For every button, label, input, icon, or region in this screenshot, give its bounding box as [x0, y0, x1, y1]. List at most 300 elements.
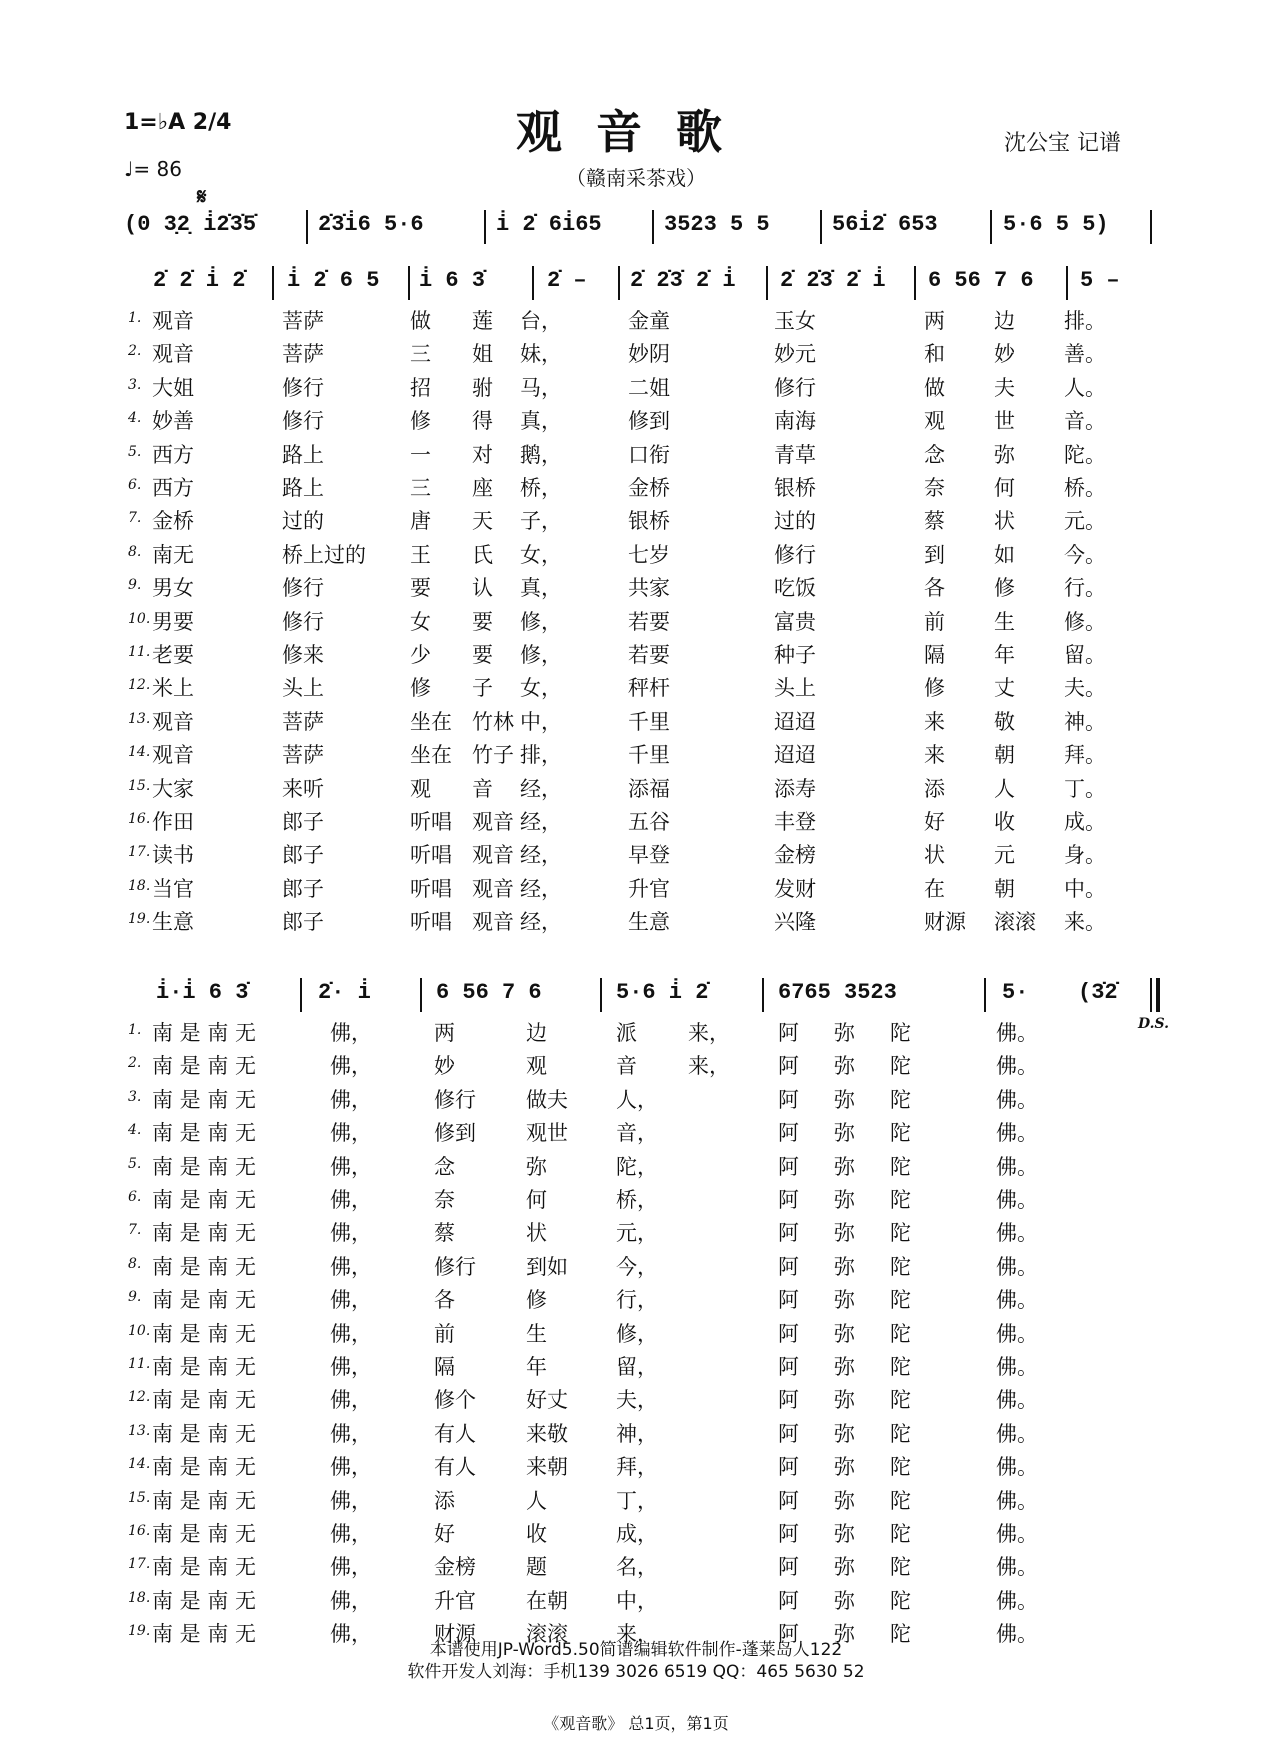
lyric-word: 南 是 南 无 [152, 1054, 257, 1079]
lyric-word: 佛。 [996, 1588, 1038, 1613]
lyric-word: 南 是 南 无 [152, 1355, 257, 1379]
lyric-word: 拜， [616, 1455, 658, 1480]
lyric-verse-row [0, 739, 1272, 772]
lyric-word: 阿 [778, 1555, 799, 1580]
lyric-word: 弥 [994, 442, 1015, 467]
lyric-verse-row [0, 706, 1272, 739]
barline [990, 210, 992, 244]
lyric-word: 题 [526, 1555, 547, 1580]
section2-measure: (3̇2̇ [1078, 980, 1118, 1005]
lyric-word: 成， [616, 1522, 658, 1546]
lyric-word: 佛， [330, 1555, 372, 1580]
section1-measure: 2̇ 2̇ i̇ 2̇ [153, 268, 246, 293]
barline [306, 210, 308, 244]
lyric-verse-row [0, 1284, 1272, 1317]
lyric-word: 在朝 [526, 1588, 568, 1613]
lyric-word: 佛， [330, 1288, 372, 1313]
lyric-word: 过的 [774, 509, 816, 534]
verse-number: 19. [128, 911, 151, 928]
lyric-word: 迢迢 [774, 709, 816, 734]
lyric-word: 财源 [434, 1622, 476, 1647]
lyric-word: 当官 [152, 876, 194, 901]
verse-number: 17. [128, 844, 151, 861]
lyric-word: 阿 [778, 1488, 799, 1513]
lyric-verse-row [0, 1217, 1272, 1250]
lyric-word: 派 [616, 1021, 637, 1045]
lyric-word: 听唱 [410, 910, 452, 935]
lyric-word: 妙 [434, 1054, 455, 1079]
lyric-word: 善。 [1064, 342, 1106, 367]
lyric-word: 弥 [834, 1622, 855, 1647]
lyric-word: 弥 [834, 1221, 855, 1246]
lyric-word: 经， [520, 910, 562, 935]
lyric-word: 年 [994, 643, 1015, 667]
lyric-word: 千里 [628, 743, 670, 768]
intro-measure: 2̇3̇i̇6 5·6 [318, 212, 424, 237]
lyric-word: 佛。 [996, 1288, 1038, 1313]
lyric-word: 修。 [1064, 609, 1106, 634]
barline [1150, 978, 1152, 1012]
lyric-verse-row [0, 1151, 1272, 1184]
lyric-word: 听唱 [410, 876, 452, 901]
lyric-word: 女， [520, 676, 562, 701]
lyric-word: 秤杆 [628, 676, 670, 701]
lyric-word: 佛， [330, 1321, 372, 1346]
verse-number: 18. [128, 1589, 151, 1606]
lyric-word: 经， [520, 876, 562, 901]
verse-number: 6. [128, 477, 142, 493]
lyric-verse-row [0, 338, 1272, 371]
lyric-word: 世 [994, 409, 1015, 434]
lyric-verse-row [0, 1017, 1272, 1050]
lyric-word: 要 [472, 609, 493, 634]
lyric-word: 坐在 [410, 743, 452, 768]
lyric-word: 弥 [834, 1455, 855, 1480]
barline [600, 978, 602, 1012]
lyric-word: 弥 [834, 1087, 855, 1112]
lyric-word: 朝 [994, 743, 1015, 768]
lyric-word: 弥 [834, 1321, 855, 1346]
section1-measure: 2̇ 2̇3̇ 2̇ i̇ [630, 268, 736, 293]
lyric-word: 南 是 南 无 [152, 1021, 257, 1045]
lyric-word: 修， [520, 643, 562, 667]
page-indicator: 《观音歌》 总1页，第1页 [543, 1714, 729, 1733]
lyric-word: 生 [994, 609, 1015, 634]
lyric-word: 佛。 [996, 1021, 1038, 1045]
lyric-word: 弥 [834, 1355, 855, 1379]
lyric-word: 阿 [778, 1388, 799, 1413]
lyric-word: 陀 [890, 1221, 911, 1246]
lyric-word: 年 [526, 1355, 547, 1379]
lyric-word: 收 [526, 1522, 547, 1546]
lyric-word: 观 [924, 409, 945, 434]
verse-number: 4. [128, 1122, 142, 1139]
lyric-word: 南 是 南 无 [152, 1254, 257, 1279]
lyric-word: 千里 [628, 709, 670, 734]
lyric-word: 弥 [834, 1154, 855, 1179]
lyric-word: 元 [994, 843, 1015, 868]
lyric-word: 丁， [616, 1488, 658, 1513]
lyric-word: 修， [616, 1321, 658, 1346]
lyric-word: 菩萨 [282, 309, 324, 333]
lyric-verse-row [0, 372, 1272, 405]
lyric-word: 阿 [778, 1588, 799, 1613]
lyric-word: 好 [924, 810, 945, 834]
lyric-word: 陀 [890, 1321, 911, 1346]
lyric-word: 蔡 [924, 509, 945, 534]
lyric-word: 竹子 [472, 743, 514, 768]
lyric-word: 作田 [152, 810, 194, 834]
lyric-word: 陀 [890, 1388, 911, 1413]
lyric-word: 老要 [152, 643, 194, 667]
lyric-word: 两 [434, 1021, 455, 1045]
lyric-word: 收 [994, 810, 1015, 834]
lyric-word: 修 [924, 676, 945, 701]
lyric-word: 拜。 [1064, 743, 1106, 768]
lyric-word: 头上 [282, 676, 324, 701]
lyric-word: 敬 [994, 709, 1015, 734]
lyric-word: 三 [410, 342, 431, 367]
lyric-word: 妙善 [152, 409, 194, 434]
lyric-word: 阿 [778, 1254, 799, 1279]
lyric-word: 认 [472, 576, 493, 601]
lyric-word: 做 [924, 375, 945, 400]
verse-number: 15. [128, 1489, 151, 1506]
lyric-word: 修 [994, 576, 1015, 601]
lyric-word: 弥 [834, 1388, 855, 1413]
lyric-word: 金童 [628, 309, 670, 333]
lyric-verse-row [0, 1451, 1272, 1484]
lyric-word: 修来 [282, 643, 324, 667]
lyric-word: 桥上过的 [282, 542, 366, 567]
lyric-word: 阿 [778, 1355, 799, 1379]
lyric-word: 金桥 [628, 476, 670, 500]
lyric-word: 修个 [434, 1388, 476, 1413]
lyric-word: 丰登 [774, 810, 816, 834]
lyric-word: 南 是 南 无 [152, 1455, 257, 1480]
lyric-verse-row [0, 1518, 1272, 1551]
verse-number: 1. [128, 1022, 142, 1038]
key-signature: 1=♭A 2/4 [124, 110, 232, 135]
section2-measure: i̇·i̇ 6 3̇ [156, 980, 249, 1005]
verse-number: 12. [128, 1389, 151, 1406]
lyric-word: 音。 [1064, 409, 1106, 434]
lyric-word: 南 是 南 无 [152, 1221, 257, 1246]
lyric-word: 元， [616, 1221, 658, 1246]
lyric-word: 台， [520, 309, 562, 333]
lyric-word: 唐 [410, 509, 431, 534]
lyric-word: 观音 [472, 810, 514, 834]
lyric-word: 金榜 [774, 843, 816, 868]
lyric-word: 修 [410, 409, 431, 434]
lyric-word: 前 [434, 1321, 455, 1346]
lyric-word: 佛， [330, 1622, 372, 1647]
lyric-verse-row [0, 639, 1272, 672]
lyric-verse-row [0, 606, 1272, 639]
lyric-word: 元。 [1064, 509, 1106, 534]
lyric-word: 留， [616, 1355, 658, 1379]
segno-sign: 𝄋 [197, 186, 207, 211]
lyric-verse-row [0, 1251, 1272, 1284]
section2-measure: 5·6 i̇ 2̇ [616, 980, 709, 1005]
barline [984, 978, 986, 1012]
lyric-word: 修行 [282, 409, 324, 434]
lyric-word: 边 [994, 309, 1015, 333]
lyric-word: 佛。 [996, 1054, 1038, 1079]
barline [762, 978, 764, 1012]
software-credit: 本谱使用JP-Word5.50简谱编辑软件制作-蓬莱岛人122 [429, 1640, 843, 1660]
lyric-word: 佛。 [996, 1622, 1038, 1647]
lyric-word: 佛， [330, 1054, 372, 1079]
lyric-word: 氏 [472, 542, 493, 567]
developer-contact: 软件开发人刘海：手机139 3026 6519 QQ：465 5630 52 [407, 1662, 865, 1682]
lyric-word: 金榜 [434, 1555, 476, 1580]
lyric-word: 阿 [778, 1321, 799, 1346]
lyric-word: 人 [994, 776, 1015, 801]
lyric-word: 陀， [616, 1154, 658, 1179]
barline [820, 210, 822, 244]
lyric-word: 状 [526, 1221, 547, 1246]
lyric-word: 佛。 [996, 1555, 1038, 1580]
verse-number: 8. [128, 543, 142, 560]
lyric-verse-row [0, 1184, 1272, 1217]
verse-number: 13. [128, 1422, 151, 1439]
lyric-word: 男女 [152, 576, 194, 601]
lyric-verse-row [0, 1351, 1272, 1384]
section1-measure: i̇ 2̇ 6 5 [287, 268, 380, 293]
lyric-word: 桥。 [1064, 476, 1106, 500]
verse-number: 16. [128, 1523, 151, 1539]
lyric-word: 排。 [1064, 309, 1106, 333]
lyric-word: 佛。 [996, 1087, 1038, 1112]
lyric-word: 要 [410, 576, 431, 601]
lyric-word: 滚滚 [526, 1622, 568, 1647]
lyric-verse-row [0, 839, 1272, 872]
section1-measure: 6 56 7 6 [928, 268, 1034, 293]
lyric-word: 在 [924, 876, 945, 901]
lyric-verse-row [0, 873, 1272, 906]
lyric-verse-row [0, 1585, 1272, 1618]
lyric-word: 身。 [1064, 843, 1106, 868]
lyric-word: 菩萨 [282, 342, 324, 367]
lyric-word: 蔡 [434, 1221, 455, 1246]
lyric-word: 少 [410, 643, 431, 667]
verse-number: 17. [128, 1556, 151, 1573]
lyric-word: 佛， [330, 1121, 372, 1146]
lyric-word: 经， [520, 776, 562, 801]
barline [408, 266, 410, 300]
lyric-word: 音 [616, 1054, 637, 1079]
barline [618, 266, 620, 300]
lyric-word: 阿 [778, 1421, 799, 1446]
verse-number: 7. [128, 1222, 142, 1239]
lyric-word: 南 是 南 无 [152, 1288, 257, 1313]
lyric-word: 何 [994, 476, 1015, 500]
lyric-word: 弥 [834, 1054, 855, 1079]
barline [652, 210, 654, 244]
verse-number: 19. [128, 1623, 151, 1640]
lyric-word: 来 [924, 709, 945, 734]
lyric-word: 今， [616, 1254, 658, 1279]
lyric-word: 佛。 [996, 1154, 1038, 1179]
lyric-word: 修 [526, 1288, 547, 1313]
lyric-word: 佛， [330, 1188, 372, 1212]
lyric-word: 阿 [778, 1188, 799, 1212]
lyric-word: 阿 [778, 1522, 799, 1546]
barline [484, 210, 486, 244]
lyric-word: 佛。 [996, 1421, 1038, 1446]
lyric-word: 财源 [924, 910, 966, 935]
lyric-verse-row [0, 672, 1272, 705]
lyric-word: 南 是 南 无 [152, 1321, 257, 1346]
lyric-word: 莲 [472, 309, 493, 333]
lyric-word: 南 是 南 无 [152, 1087, 257, 1112]
lyric-word: 修行 [282, 375, 324, 400]
lyric-word: 佛， [330, 1522, 372, 1546]
final-barline [1156, 978, 1160, 1012]
lyric-word: 夫。 [1064, 676, 1106, 701]
lyric-word: 竹林 [472, 709, 514, 734]
lyric-word: 弥 [834, 1588, 855, 1613]
lyric-word: 过的 [282, 509, 324, 534]
lyric-word: 经， [520, 810, 562, 834]
lyric-word: 留。 [1064, 643, 1106, 667]
lyric-word: 陀 [890, 1555, 911, 1580]
lyric-verse-row [0, 1485, 1272, 1518]
lyric-word: 观音 [472, 910, 514, 935]
lyric-word: 路上 [282, 442, 324, 467]
lyric-word: 女 [410, 609, 431, 634]
verse-number: 1. [128, 310, 142, 326]
lyric-word: 子， [520, 509, 562, 534]
lyric-word: 行， [616, 1288, 658, 1313]
lyric-word: 南 是 南 无 [152, 1622, 257, 1647]
lyric-word: 南 是 南 无 [152, 1421, 257, 1446]
lyric-word: 何 [526, 1188, 547, 1212]
lyric-word: 朝 [994, 876, 1015, 901]
lyric-word: 修行 [774, 542, 816, 567]
lyric-word: 状 [994, 509, 1015, 534]
lyric-word: 夫 [994, 375, 1015, 400]
song-title: 观音歌 [516, 105, 756, 159]
lyric-word: 头上 [774, 676, 816, 701]
verse-number: 2. [128, 1055, 142, 1072]
lyric-word: 南海 [774, 409, 816, 434]
intro-measure: (0 3̣2̣ i̇2̇3̇5̇ [124, 212, 257, 237]
lyric-word: 南 是 南 无 [152, 1522, 257, 1546]
verse-number: 15. [128, 777, 151, 794]
lyric-word: 富贵 [774, 609, 816, 634]
lyric-word: 郎子 [282, 876, 324, 901]
lyric-word: 中， [616, 1588, 658, 1613]
lyric-word: 佛。 [996, 1455, 1038, 1480]
lyric-verse-row [0, 1117, 1272, 1150]
lyric-word: 添 [434, 1488, 455, 1513]
lyric-word: 若要 [628, 643, 670, 667]
lyric-word: 人 [526, 1488, 547, 1513]
lyric-word: 中， [520, 709, 562, 734]
lyric-word: 有人 [434, 1455, 476, 1480]
lyric-word: 五谷 [628, 810, 670, 834]
lyric-word: 各 [434, 1288, 455, 1313]
barline [1066, 266, 1068, 300]
lyric-word: 若要 [628, 609, 670, 634]
barline [1150, 210, 1152, 244]
lyric-word: 南 是 南 无 [152, 1121, 257, 1146]
lyric-word: 到 [924, 542, 945, 567]
section2-measure: 6 56 7 6 [436, 980, 542, 1005]
lyric-word: 观音 [472, 876, 514, 901]
lyric-word: 弥 [834, 1421, 855, 1446]
verse-number: 7. [128, 510, 142, 527]
lyric-word: 口衔 [628, 442, 670, 467]
lyric-word: 青草 [774, 442, 816, 467]
lyric-word: 七岁 [628, 542, 670, 567]
barline [300, 978, 302, 1012]
lyric-word: 阿 [778, 1455, 799, 1480]
lyric-verse-row [0, 1551, 1272, 1584]
lyric-verse-row [0, 1418, 1272, 1451]
lyric-word: 弥 [834, 1254, 855, 1279]
lyric-word: 弥 [834, 1188, 855, 1212]
lyric-word: 各 [924, 576, 945, 601]
lyric-word: 南 是 南 无 [152, 1188, 257, 1212]
lyric-word: 弥 [834, 1121, 855, 1146]
lyric-word: 修行 [774, 375, 816, 400]
lyric-word: 陀 [890, 1087, 911, 1112]
song-subtitle: （赣南采茶戏） [566, 166, 706, 190]
lyric-word: 吃饭 [774, 576, 816, 601]
lyric-word: 陀 [890, 1288, 911, 1313]
lyric-word: 座 [472, 476, 493, 500]
lyric-word: 佛， [330, 1455, 372, 1480]
verse-number: 10. [128, 1322, 151, 1339]
lyric-word: 菩萨 [282, 709, 324, 734]
lyric-word: 弥 [834, 1522, 855, 1546]
lyric-word: 二姐 [628, 375, 670, 400]
lyric-word: 南 是 南 无 [152, 1154, 257, 1179]
verse-number: 16. [128, 811, 151, 827]
lyric-word: 夫， [616, 1388, 658, 1413]
lyric-word: 观音 [472, 843, 514, 868]
lyric-verse-row [0, 305, 1272, 338]
lyric-word: 西方 [152, 442, 194, 467]
lyric-word: 生意 [628, 910, 670, 935]
lyric-word: 子 [472, 676, 493, 701]
lyric-word: 听唱 [410, 810, 452, 834]
lyric-word: 佛。 [996, 1254, 1038, 1279]
lyric-word: 弥 [526, 1154, 547, 1179]
composer-credit: 沈公宝 记谱 [1004, 131, 1121, 156]
lyric-word: 观 [410, 776, 431, 801]
lyric-word: 路上 [282, 476, 324, 500]
lyric-word: 修， [520, 609, 562, 634]
lyric-word: 隔 [924, 643, 945, 667]
lyric-word: 天 [472, 509, 493, 534]
lyric-word: 阿 [778, 1021, 799, 1045]
lyric-word: 添福 [628, 776, 670, 801]
lyric-word: 如 [994, 542, 1015, 567]
lyric-word: 人， [616, 1087, 658, 1112]
verse-number: 14. [128, 744, 151, 761]
lyric-word: 桥， [520, 476, 562, 500]
lyric-word: 弥 [834, 1488, 855, 1513]
lyric-word: 陀 [890, 1622, 911, 1647]
lyric-word: 阿 [778, 1221, 799, 1246]
lyric-word: 有人 [434, 1421, 476, 1446]
section1-measure: 5 – [1080, 268, 1120, 293]
lyric-word: 南 是 南 无 [152, 1388, 257, 1413]
